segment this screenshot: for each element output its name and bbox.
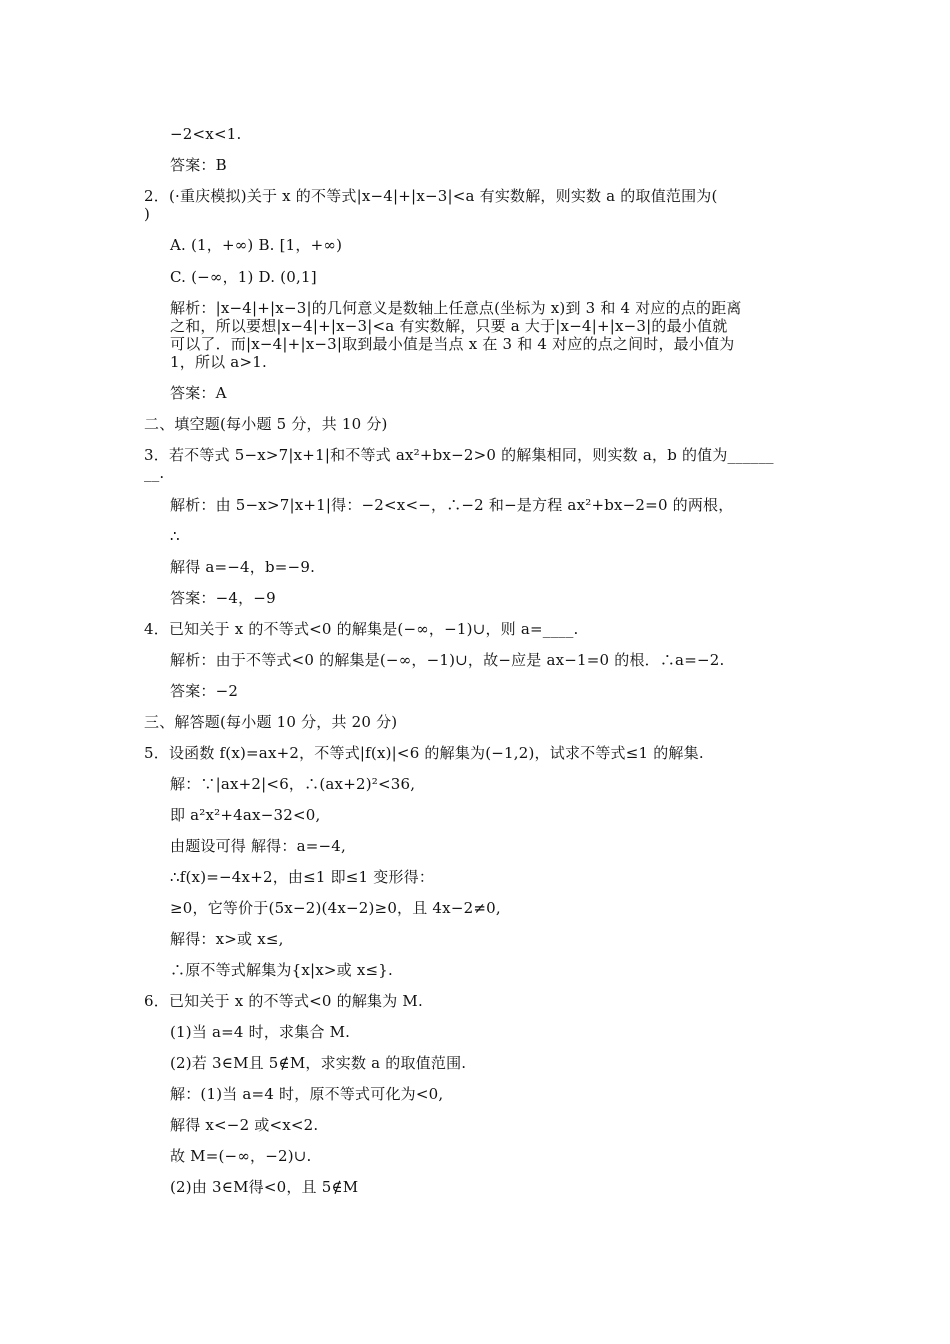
option-line: C. (−∞，1) D. (0,1] xyxy=(170,268,317,286)
solution-line: 解：(1)当 a=4 时，原不等式可化为<0, xyxy=(170,1085,444,1103)
analysis-line: 之和，所以要想|x−4|+|x−3|<a 有实数解，只要 a 大于|x−4|+|x−3|的最小值就 xyxy=(170,317,728,335)
text-line: −2<x<1. xyxy=(170,125,242,143)
solution-line: 解得 x<−2 或<x<2. xyxy=(170,1116,319,1134)
question-2: 2．(·重庆模拟)关于 x 的不等式|x−4|+|x−3|<a 有实数解，则实数 a 的取值范围为( xyxy=(144,187,718,205)
question-3: 3．若不等式 5−x>7|x+1|和不等式 ax²+bx−2>0 的解集相同，则实数 a，b 的值为______ xyxy=(144,446,774,464)
therefore-line: ∴ xyxy=(170,527,180,545)
section-heading: 二、填空题(每小题 5 分，共 10 分) xyxy=(144,415,388,433)
solution-line: 解得：x>或 x≤, xyxy=(170,930,284,948)
answer-line: 答案：−2 xyxy=(170,682,239,700)
solution-line: 故 M=(−∞，−2)∪. xyxy=(170,1147,312,1165)
question-3-continued: __. xyxy=(144,464,165,482)
answer-line: 答案：−4，−9 xyxy=(170,589,276,607)
answer-line: 答案：B xyxy=(170,156,227,174)
question-6: 6．已知关于 x 的不等式<0 的解集为 M. xyxy=(144,992,423,1010)
analysis-line: 1，所以 a>1. xyxy=(170,353,267,371)
solution-line: 解得 a=−4，b=−9. xyxy=(170,558,316,576)
solution-line: ∴f(x)=−4x+2，由≤1 即≤1 变形得： xyxy=(170,868,435,886)
question-4: 4．已知关于 x 的不等式<0 的解集是(−∞，−1)∪，则 a=____. xyxy=(144,620,579,638)
solution-line: 即 a²x²+4ax−32<0, xyxy=(170,806,321,824)
solution-line: 解：∵|ax+2|<6，∴(ax+2)²<36, xyxy=(170,775,416,793)
subquestion-line: (1)当 a=4 时，求集合 M. xyxy=(170,1023,351,1041)
solution-line: (2)由 3∈M得<0，且 5∉M xyxy=(170,1178,359,1196)
solution-line: 由题设可得 解得：a=−4, xyxy=(170,837,346,855)
subquestion-line: (2)若 3∈M且 5∉M，求实数 a 的取值范围. xyxy=(170,1054,467,1072)
analysis-line: 解析：由于不等式<0 的解集是(−∞，−1)∪，故−应是 ax−1=0 的根．∴a=−2. xyxy=(170,651,725,669)
solution-line: ∴原不等式解集为{x|x>或 x≤}. xyxy=(170,961,393,979)
question-2-continued: ) xyxy=(144,205,151,223)
analysis-line: 解析：|x−4|+|x−3|的几何意义是数轴上任意点(坐标为 x)到 3 和 4 对应的点的距离 xyxy=(170,299,742,317)
solution-line: ≥0，它等价于(5x−2)(4x−2)≥0，且 4x−2≠0, xyxy=(170,899,501,917)
analysis-line: 可以了．而|x−4|+|x−3|取到最小值是当点 x 在 3 和 4 对应的点之间时，最小值为 xyxy=(170,335,735,353)
option-line: A. (1，+∞) B. [1，+∞) xyxy=(170,236,343,254)
answer-line: 答案：A xyxy=(170,384,227,402)
analysis-line: 解析：由 5−x>7|x+1|得：−2<x<−，∴−2 和−是方程 ax²+bx−2=0 的两根， xyxy=(170,496,734,514)
question-5: 5．设函数 f(x)=ax+2，不等式|f(x)|<6 的解集为(−1,2)，试求不等式≤1 的解集. xyxy=(144,744,704,762)
section-heading: 三、解答题(每小题 10 分，共 20 分) xyxy=(144,713,398,731)
